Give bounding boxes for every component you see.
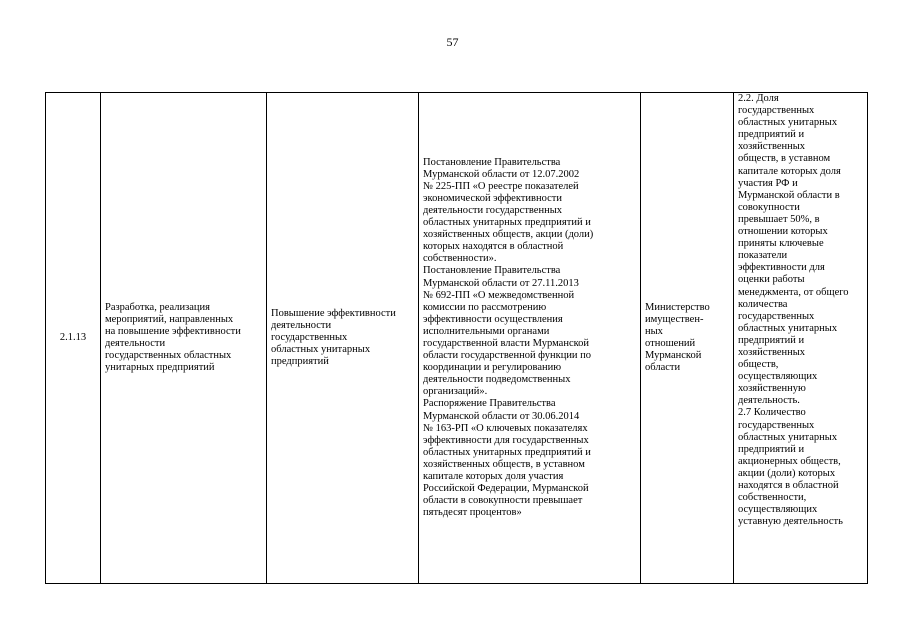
text-line: исполнительными органами [423,325,550,337]
text-line: участия РФ и [738,177,798,189]
text-line: Мурманской области от 30.06.2014 [423,410,580,422]
text-line: областных унитарных предприятий и [423,446,591,458]
text-line: унитарных предприятий [105,362,215,374]
text-line: государственных [738,419,815,431]
text-line: показатели [738,250,788,262]
text-line: государственных [738,105,815,117]
text-line: эффективности для государственных [423,434,589,446]
text-line: отношении которых [738,226,828,238]
text-line: государственных [738,310,815,322]
text-line: капитале которых доля участия [423,471,564,483]
text-line: количества [738,298,788,310]
text-line: хозяйственных [738,346,806,358]
text-line: ных [645,325,663,337]
text-line: 2.2. Доля [738,93,779,104]
text-line: которых находятся в областной [423,241,564,253]
row-number-cell [46,93,101,584]
text-line: акции (доли) которых [738,467,836,479]
text-line: Постановление Правительства [423,156,561,168]
text-line: деятельность. [738,395,800,407]
text-line: Мурманской области от 27.11.2013 [423,277,579,289]
text-line: № 163-РП «О ключевых показателях [423,422,588,434]
text-line: Министерство [645,301,710,313]
text-line: Разработка, реализация [105,301,210,313]
text-line: № 692-ПП «О межведомственной [423,289,575,301]
activity-cell [101,93,267,584]
text-line: области [645,362,681,374]
text-line: собственности, [738,492,807,504]
text-line: предприятий и [738,334,805,346]
legal-basis-text [423,157,636,520]
text-line: областных унитарных предприятий и [423,217,591,229]
text-line: координации и регулированию [423,362,562,374]
text-line: находятся в областной [738,480,839,491]
text-line: организаций». [423,386,488,398]
text-line: государственных [271,331,348,343]
text-line: № 225-ПП «О реестре показателей [423,180,579,192]
legal-basis-cell [419,93,641,584]
text-line: обществ, [738,359,779,371]
text-line: Мурманской [645,350,702,362]
text-line: оценки работы [738,274,805,286]
row-number: 2.1.13 [59,331,87,343]
text-line: приняты ключевые [738,238,824,250]
text-line: Мурманской области от 12.07.2002 [423,168,580,180]
text-line: пятьдесят процентов» [423,507,522,519]
text-line: уставную деятельность [738,516,843,528]
text-line: хозяйственных [738,141,806,153]
text-line: осуществляющих [738,504,818,516]
activity-text [105,302,262,375]
text-line: Постановление Правительства [423,265,561,277]
text-line: превышает 50%, в [738,213,820,225]
text-line: предприятий и [738,443,805,455]
text-line: хозяйственную [738,383,806,395]
text-line: Мурманской области в [738,189,840,201]
text-line: отношений [645,338,696,349]
text-line: комиссии по рассмотрению [423,301,547,313]
text-line: имуществен- [645,313,704,325]
text-line: областных унитарных [738,117,838,129]
text-line: акционерных обществ, [738,455,841,467]
goal-text [271,308,414,368]
text-line: хозяйственных обществ, в уставном [423,458,585,470]
text-line: областных унитарных [738,431,838,443]
text-line: областных унитарных [738,322,838,334]
text-line: совокупности [738,201,800,213]
text-line: менеджмента, от общего [738,286,849,298]
text-line: экономической эффективности [423,192,562,204]
text-line: капитале которых доля [738,165,841,177]
page-number: 57 [446,35,459,49]
text-line: области в совокупности превышает [423,495,583,507]
text-line: обществ, в уставном [738,153,831,165]
indicator-cell [734,93,868,584]
text-line: государственной власти Мурманской [423,338,590,349]
executor-text [645,302,729,375]
text-line: осуществляющих [738,371,818,383]
text-line: областных унитарных [271,344,371,356]
text-line: Повышение эффективности [271,307,396,319]
text-line: деятельности [271,319,332,331]
measures-table [45,92,868,584]
text-line: эффективности осуществления [423,313,563,325]
text-line: на повышение эффективности [105,325,241,337]
text-line: Распоряжение Правительства [423,398,556,410]
text-line: деятельности [105,338,166,349]
text-line: области государственной функции по [423,350,592,362]
indicator-text [738,93,863,528]
executor-cell [641,93,734,584]
text-line: деятельности государственных [423,204,563,216]
text-line: предприятий [271,356,329,368]
text-line: государственных областных [105,350,232,362]
goal-cell [267,93,419,584]
text-line: 2.7 Количество [738,407,806,419]
text-line: Российской Федерации, Мурманской [423,483,589,495]
text-line: собственности». [423,253,497,265]
text-line: эффективности для [738,262,825,274]
text-line: мероприятий, направленных [105,313,234,325]
text-line: деятельности подведомственных [423,374,571,386]
table-row [46,93,868,584]
text-line: предприятий и [738,129,805,141]
text-line: хозяйственных обществ, акции (доли) [423,229,594,241]
